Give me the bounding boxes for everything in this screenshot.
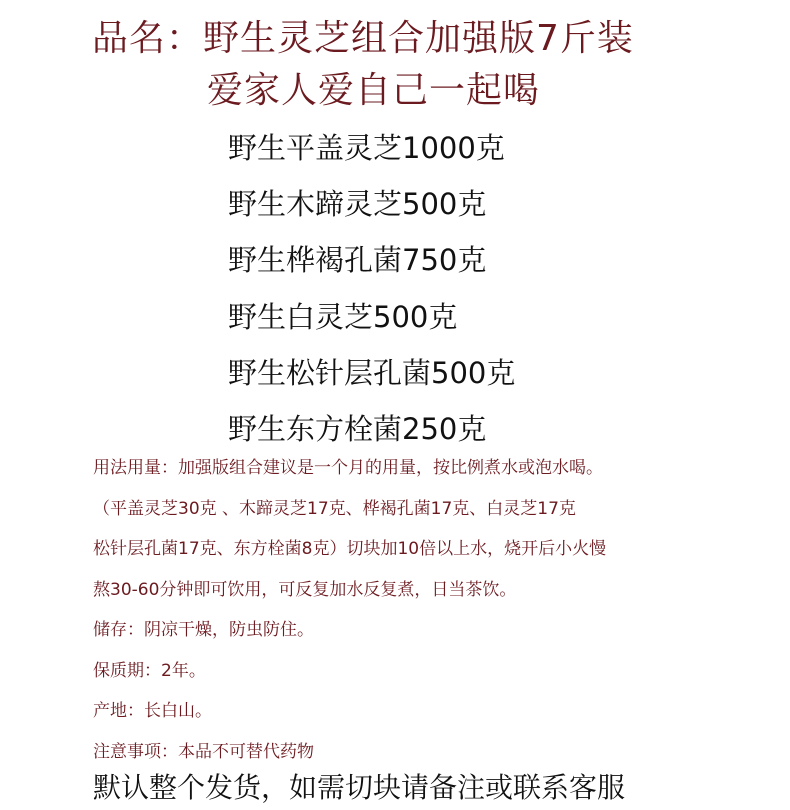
ingredient-item: 野生桦褐孔菌750克: [228, 243, 487, 278]
caution-line: 注意事项：本品不可替代药物: [93, 741, 314, 762]
ingredient-item: 野生东方栓菌250克: [228, 412, 487, 447]
usage-line: 熬30-60分钟即可饮用，可反复加水反复煮，日当茶饮。: [93, 579, 517, 600]
product-slogan: 爱家人爱自己一起喝: [207, 70, 541, 111]
ingredient-item: 野生平盖灵芝1000克: [228, 131, 505, 165]
shipping-notice: 默认整个发货，如需切块请备注或联系客服: [93, 771, 626, 804]
usage-line: 松针层孔菌17克、东方栓菌8克）切块加10倍以上水，烧开后小火慢: [93, 539, 607, 559]
usage-details: [93, 448, 773, 772]
ingredient-item: 野生木蹄灵芝500克: [228, 187, 487, 222]
product-title: 品名：野生灵芝组合加强版7斤装: [92, 18, 634, 59]
ingredient-list: [228, 120, 515, 457]
ingredient-item: 野生白灵芝500克: [228, 299, 458, 334]
origin-line: 产地：长白山。: [93, 701, 212, 721]
storage-line: 储存：阴凉干燥，防虫防住。: [93, 620, 314, 640]
usage-line: （平盖灵芝30克 、木蹄灵芝17克、桦褐孔菌17克、白灵芝17克: [93, 498, 576, 519]
ingredient-item: 野生松针层孔菌500克: [228, 355, 516, 390]
usage-line: 用法用量：加强版组合建议是一个月的用量，按比例煮水或泡水喝。: [93, 458, 603, 478]
shelf-life-line: 保质期：2年。: [93, 660, 206, 681]
